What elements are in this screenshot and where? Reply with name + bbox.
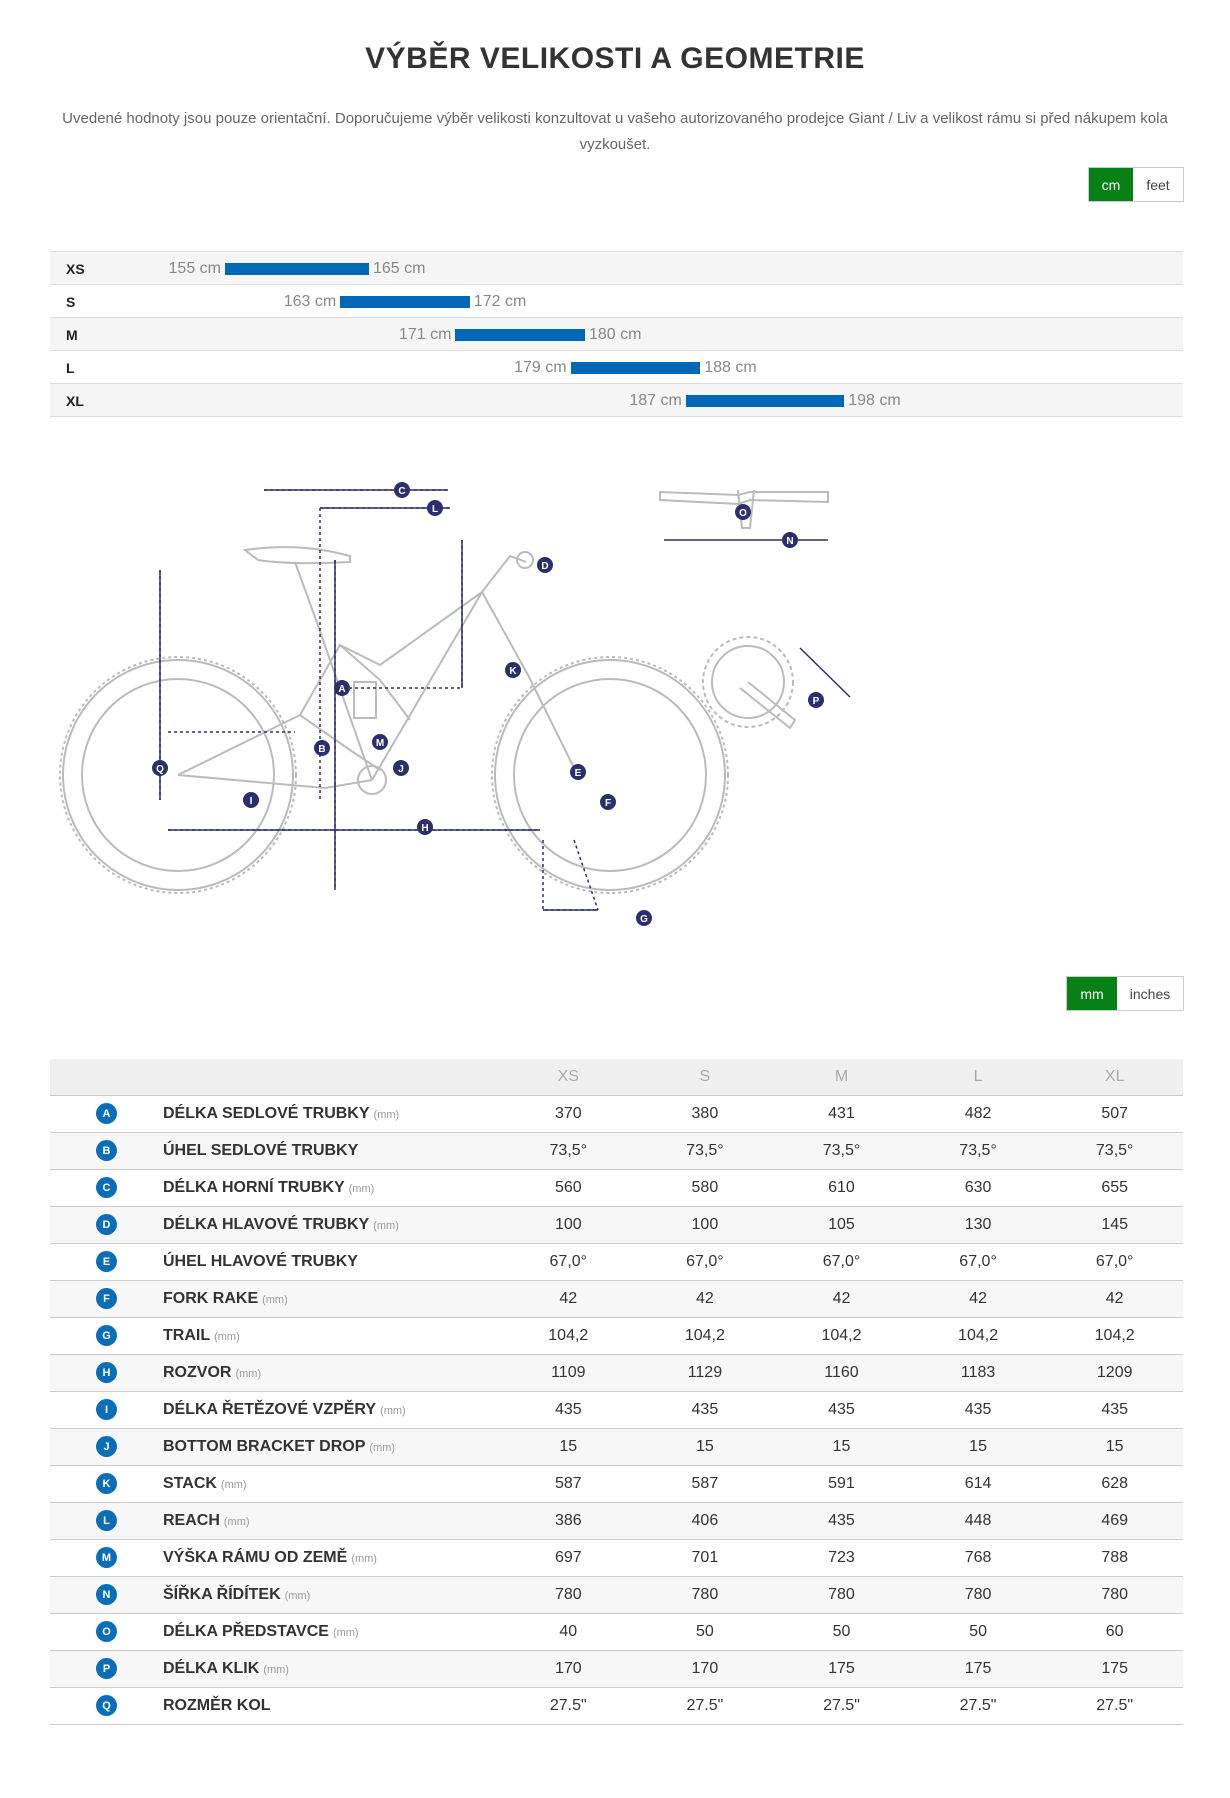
geometry-value: 104,2 bbox=[500, 1317, 637, 1354]
unit-feet-button[interactable]: feet bbox=[1146, 176, 1170, 193]
geometry-name: ÚHEL HLAVOVÉ TRUBKY bbox=[163, 1252, 358, 1270]
geometry-unit: (mm) bbox=[332, 1626, 359, 1639]
geometry-value: 780 bbox=[773, 1576, 910, 1613]
geometry-value: 560 bbox=[500, 1169, 637, 1206]
geometry-letter-badge: P bbox=[96, 1658, 117, 1679]
geometry-row bbox=[50, 1539, 1183, 1576]
geometry-value: 170 bbox=[637, 1650, 774, 1687]
size-row bbox=[50, 384, 1183, 417]
geometry-value: 431 bbox=[773, 1095, 910, 1132]
geometry-letter-badge: H bbox=[96, 1362, 117, 1383]
geometry-value: 40 bbox=[500, 1613, 637, 1650]
geometry-value: 130 bbox=[910, 1206, 1047, 1243]
geometry-value: 628 bbox=[1046, 1465, 1183, 1502]
geometry-letter-badge: J bbox=[96, 1436, 117, 1457]
range-max-label: 198 cm bbox=[848, 392, 901, 409]
geometry-value: 175 bbox=[1046, 1650, 1183, 1687]
geometry-value: 50 bbox=[773, 1613, 910, 1650]
geometry-row bbox=[50, 1428, 1183, 1465]
geometry-letter-badge: C bbox=[96, 1177, 117, 1198]
geometry-value: 591 bbox=[773, 1465, 910, 1502]
geometry-letter-badge: M bbox=[96, 1547, 117, 1568]
geometry-value: 15 bbox=[500, 1428, 637, 1465]
geometry-letter-badge: E bbox=[96, 1251, 117, 1272]
size-row bbox=[50, 318, 1183, 351]
size-label: XL bbox=[66, 393, 84, 409]
diagram-marker-label: C bbox=[398, 486, 406, 497]
geometry-name: VÝŠKA RÁMU OD ZEMĚ bbox=[163, 1548, 348, 1566]
diagram-marker-label: D bbox=[541, 561, 549, 572]
diagram-marker-label: F bbox=[604, 798, 612, 809]
column-m: M bbox=[773, 1059, 910, 1095]
intro-text: Uvedené hodnoty jsou pouze orientační. Doporučujeme výběr velikosti konzultovat u vašeho autorizovaného prodejce Giant / Liv a velikost rámu si před nákupem kola vyzkoušet. bbox=[62, 110, 1168, 153]
geometry-value: 50 bbox=[637, 1613, 774, 1650]
geometry-letter-badge: G bbox=[96, 1325, 117, 1346]
geometry-value: 1209 bbox=[1046, 1354, 1183, 1391]
geometry-row bbox=[50, 1687, 1183, 1724]
front-wheel-icon bbox=[495, 660, 725, 890]
geometry-letter-badge: A bbox=[96, 1103, 117, 1124]
geometry-value: 67,0° bbox=[773, 1243, 910, 1280]
geometry-name: STACK bbox=[163, 1474, 217, 1492]
range-bar bbox=[225, 263, 369, 275]
geometry-name: DÉLKA KLIK bbox=[163, 1659, 260, 1677]
geometry-value: 27.5" bbox=[500, 1687, 637, 1724]
page-title: VÝBĚR VELIKOSTI A GEOMETRIE bbox=[365, 42, 865, 75]
geometry-value: 175 bbox=[773, 1650, 910, 1687]
geometry-row bbox=[50, 1095, 1183, 1132]
column-xs: XS bbox=[500, 1059, 637, 1095]
geometry-value: 587 bbox=[500, 1465, 637, 1502]
geometry-letter-badge: O bbox=[96, 1621, 117, 1642]
unit-toggle bbox=[1088, 167, 1184, 202]
geometry-row bbox=[50, 1169, 1183, 1206]
geometry-value: 27.5" bbox=[1046, 1687, 1183, 1724]
geometry-name: DÉLKA SEDLOVÉ TRUBKY bbox=[163, 1104, 370, 1122]
column-xl: XL bbox=[1046, 1059, 1183, 1095]
range-bar bbox=[340, 296, 470, 308]
geometry-value: 469 bbox=[1046, 1502, 1183, 1539]
size-label: S bbox=[66, 294, 76, 310]
range-max-label: 172 cm bbox=[473, 293, 527, 310]
diagram-marker-label: G bbox=[640, 914, 648, 925]
geometry-letter-badge: Q bbox=[96, 1695, 117, 1716]
geometry-value: 435 bbox=[910, 1391, 1047, 1428]
geometry-unit: (mm) bbox=[214, 1330, 240, 1343]
geometry-value: 67,0° bbox=[1046, 1243, 1183, 1280]
geometry-letter-badge: N bbox=[96, 1584, 117, 1605]
geometry-unit: (mm) bbox=[263, 1663, 289, 1676]
geometry-name: ŠÍŘKA ŘÍDÍTEK bbox=[163, 1585, 281, 1603]
geometry-row bbox=[50, 1243, 1183, 1280]
geometry-name: ROZMĚR KOL bbox=[163, 1696, 271, 1714]
geometry-unit: (mm) bbox=[351, 1552, 377, 1565]
unit-mm-button[interactable]: mm bbox=[1067, 977, 1117, 1010]
diagram-marker-label: A bbox=[338, 684, 346, 695]
geometry-value: 27.5" bbox=[637, 1687, 774, 1724]
geometry-value: 73,5° bbox=[500, 1132, 637, 1169]
geometry-value: 67,0° bbox=[500, 1243, 637, 1280]
range-max-label: 165 cm bbox=[373, 260, 426, 277]
diagram-marker-label: L bbox=[431, 504, 439, 515]
geometry-name: ÚHEL SEDLOVÉ TRUBKY bbox=[163, 1141, 359, 1159]
geometry-value: 27.5" bbox=[910, 1687, 1047, 1724]
geometry-value: 175 bbox=[910, 1650, 1047, 1687]
diagram-marker-label: M bbox=[375, 738, 385, 749]
geometry-value: 170 bbox=[500, 1650, 637, 1687]
range-min-label: 187 cm bbox=[629, 392, 682, 409]
geometry-name: BOTTOM BRACKET DROP bbox=[163, 1437, 366, 1455]
range-bar bbox=[686, 395, 844, 407]
geometry-value: 587 bbox=[637, 1465, 774, 1502]
geometry-value: 780 bbox=[500, 1576, 637, 1613]
geometry-row bbox=[50, 1354, 1183, 1391]
geometry-unit: (mm) bbox=[284, 1589, 311, 1602]
diagram-marker-label: Q bbox=[156, 764, 164, 775]
diagram-marker-label: P bbox=[812, 696, 820, 707]
geometry-value: 73,5° bbox=[1046, 1132, 1183, 1169]
geometry-value: 104,2 bbox=[1046, 1317, 1183, 1354]
geometry-value: 15 bbox=[773, 1428, 910, 1465]
geometry-value: 100 bbox=[500, 1206, 637, 1243]
geometry-value: 42 bbox=[910, 1280, 1047, 1317]
range-max-label: 188 cm bbox=[704, 359, 757, 376]
unit-cm-button[interactable]: cm bbox=[1089, 168, 1133, 201]
geometry-value: 42 bbox=[500, 1280, 637, 1317]
geometry-unit: (mm) bbox=[223, 1515, 250, 1528]
geometry-unit: (mm) bbox=[348, 1182, 375, 1195]
geometry-unit: (mm) bbox=[262, 1293, 288, 1306]
geometry-value: 1183 bbox=[910, 1354, 1047, 1391]
geometry-letter-badge: K bbox=[96, 1473, 117, 1494]
geometry-letter-badge: F bbox=[96, 1288, 117, 1309]
geometry-value: 435 bbox=[500, 1391, 637, 1428]
geometry-row bbox=[50, 1650, 1183, 1687]
geometry-unit: (mm) bbox=[373, 1108, 400, 1121]
geometry-value: 380 bbox=[637, 1095, 774, 1132]
geometry-value: 104,2 bbox=[637, 1317, 774, 1354]
geometry-value: 780 bbox=[637, 1576, 774, 1613]
unit-inches-button[interactable]: inches bbox=[1129, 985, 1171, 1002]
geometry-value: 768 bbox=[910, 1539, 1047, 1576]
diagram-marker-label: E bbox=[574, 768, 582, 779]
size-row bbox=[50, 285, 1183, 318]
geometry-value: 780 bbox=[910, 1576, 1047, 1613]
geometry-value: 42 bbox=[773, 1280, 910, 1317]
geometry-value: 104,2 bbox=[773, 1317, 910, 1354]
bike-geometry-diagram bbox=[50, 470, 1050, 950]
geometry-name: FORK RAKE bbox=[163, 1289, 259, 1307]
geometry-value: 104,2 bbox=[910, 1317, 1047, 1354]
geometry-name: TRAIL bbox=[163, 1326, 211, 1344]
geometry-value: 701 bbox=[637, 1539, 774, 1576]
geometry-value: 630 bbox=[910, 1169, 1047, 1206]
geometry-row bbox=[50, 1280, 1183, 1317]
geometry-name: ROZVOR bbox=[163, 1363, 232, 1381]
geometry-value: 100 bbox=[637, 1206, 774, 1243]
geometry-value: 1129 bbox=[637, 1354, 774, 1391]
geometry-value: 145 bbox=[1046, 1206, 1183, 1243]
geometry-value: 42 bbox=[637, 1280, 774, 1317]
geometry-unit: (mm) bbox=[373, 1219, 399, 1232]
geometry-unit: (mm) bbox=[235, 1367, 262, 1380]
geometry-value: 655 bbox=[1046, 1169, 1183, 1206]
geometry-value: 435 bbox=[1046, 1391, 1183, 1428]
geometry-value: 73,5° bbox=[637, 1132, 774, 1169]
range-min-label: 155 cm bbox=[168, 260, 221, 277]
geometry-name: REACH bbox=[163, 1511, 220, 1529]
geometry-value: 386 bbox=[500, 1502, 637, 1539]
range-bar bbox=[455, 329, 585, 341]
geometry-name: DÉLKA ŘETĚZOVÉ VZPĚRY bbox=[163, 1400, 377, 1418]
geometry-unit: (mm) bbox=[369, 1441, 396, 1454]
geometry-value: 73,5° bbox=[773, 1132, 910, 1169]
range-min-label: 163 cm bbox=[283, 293, 337, 310]
geometry-row bbox=[50, 1613, 1183, 1650]
geometry-name: DÉLKA HORNÍ TRUBKY bbox=[163, 1178, 345, 1196]
range-max-label: 180 cm bbox=[589, 326, 642, 343]
diagram-marker-label: N bbox=[786, 536, 794, 547]
size-row bbox=[50, 252, 1183, 285]
diagram-marker-label: H bbox=[421, 823, 429, 834]
range-min-label: 171 cm bbox=[398, 326, 452, 343]
geometry-row bbox=[50, 1502, 1183, 1539]
geometry-header-row bbox=[50, 1059, 1183, 1095]
diagram-marker-label: J bbox=[398, 764, 404, 775]
geometry-unit: (mm) bbox=[220, 1478, 247, 1491]
column-s: S bbox=[637, 1059, 774, 1095]
geometry-value: 614 bbox=[910, 1465, 1047, 1502]
geometry-value: 27.5" bbox=[773, 1687, 910, 1724]
geometry-value: 406 bbox=[637, 1502, 774, 1539]
geometry-unit: (mm) bbox=[380, 1404, 406, 1417]
geometry-value: 507 bbox=[1046, 1095, 1183, 1132]
geometry-row bbox=[50, 1465, 1183, 1502]
geometry-value: 610 bbox=[773, 1169, 910, 1206]
size-label: L bbox=[66, 360, 75, 376]
geometry-value: 370 bbox=[500, 1095, 637, 1132]
geometry-row bbox=[50, 1391, 1183, 1428]
size-label: XS bbox=[66, 261, 85, 277]
diagram-marker-label: O bbox=[739, 508, 747, 519]
geometry-value: 60 bbox=[1046, 1613, 1183, 1650]
geometry-value: 1109 bbox=[500, 1354, 637, 1391]
geometry-value: 482 bbox=[910, 1095, 1047, 1132]
geometry-name: DÉLKA PŘEDSTAVCE bbox=[163, 1622, 329, 1640]
size-label: M bbox=[66, 327, 78, 343]
geometry-table bbox=[50, 1059, 1183, 1725]
geometry-value: 15 bbox=[1046, 1428, 1183, 1465]
size-range-chart bbox=[50, 251, 1183, 417]
range-min-label: 179 cm bbox=[514, 359, 567, 376]
geometry-value: 73,5° bbox=[910, 1132, 1047, 1169]
range-bar bbox=[571, 362, 701, 374]
geometry-value: 435 bbox=[773, 1391, 910, 1428]
geometry-value: 435 bbox=[773, 1502, 910, 1539]
geometry-value: 780 bbox=[1046, 1576, 1183, 1613]
diagram-marker-label: B bbox=[318, 744, 326, 755]
geometry-value: 788 bbox=[1046, 1539, 1183, 1576]
geometry-value: 67,0° bbox=[910, 1243, 1047, 1280]
diagram-marker-label: K bbox=[509, 666, 517, 677]
column-l: L bbox=[910, 1059, 1047, 1095]
geometry-value: 67,0° bbox=[637, 1243, 774, 1280]
geometry-letter-badge: I bbox=[96, 1399, 117, 1420]
geometry-value: 50 bbox=[910, 1613, 1047, 1650]
diagram-marker-label: I bbox=[249, 796, 253, 807]
size-row bbox=[50, 351, 1183, 384]
geometry-letter-badge: B bbox=[96, 1140, 117, 1161]
geometry-letter-badge: D bbox=[96, 1214, 117, 1235]
geometry-letter-badge: L bbox=[96, 1510, 117, 1531]
geometry-value: 723 bbox=[773, 1539, 910, 1576]
geometry-name: DÉLKA HLAVOVÉ TRUBKY bbox=[163, 1215, 370, 1233]
geometry-value: 105 bbox=[773, 1206, 910, 1243]
geometry-row bbox=[50, 1317, 1183, 1354]
geometry-value: 42 bbox=[1046, 1280, 1183, 1317]
geometry-value: 435 bbox=[637, 1391, 774, 1428]
geometry-row bbox=[50, 1132, 1183, 1169]
geometry-value: 448 bbox=[910, 1502, 1047, 1539]
geometry-row bbox=[50, 1206, 1183, 1243]
geometry-value: 580 bbox=[637, 1169, 774, 1206]
geometry-value: 15 bbox=[910, 1428, 1047, 1465]
geometry-value: 1160 bbox=[773, 1354, 910, 1391]
measure-toggle bbox=[1066, 976, 1184, 1011]
geometry-value: 697 bbox=[500, 1539, 637, 1576]
geometry-value: 15 bbox=[637, 1428, 774, 1465]
geometry-row bbox=[50, 1576, 1183, 1613]
